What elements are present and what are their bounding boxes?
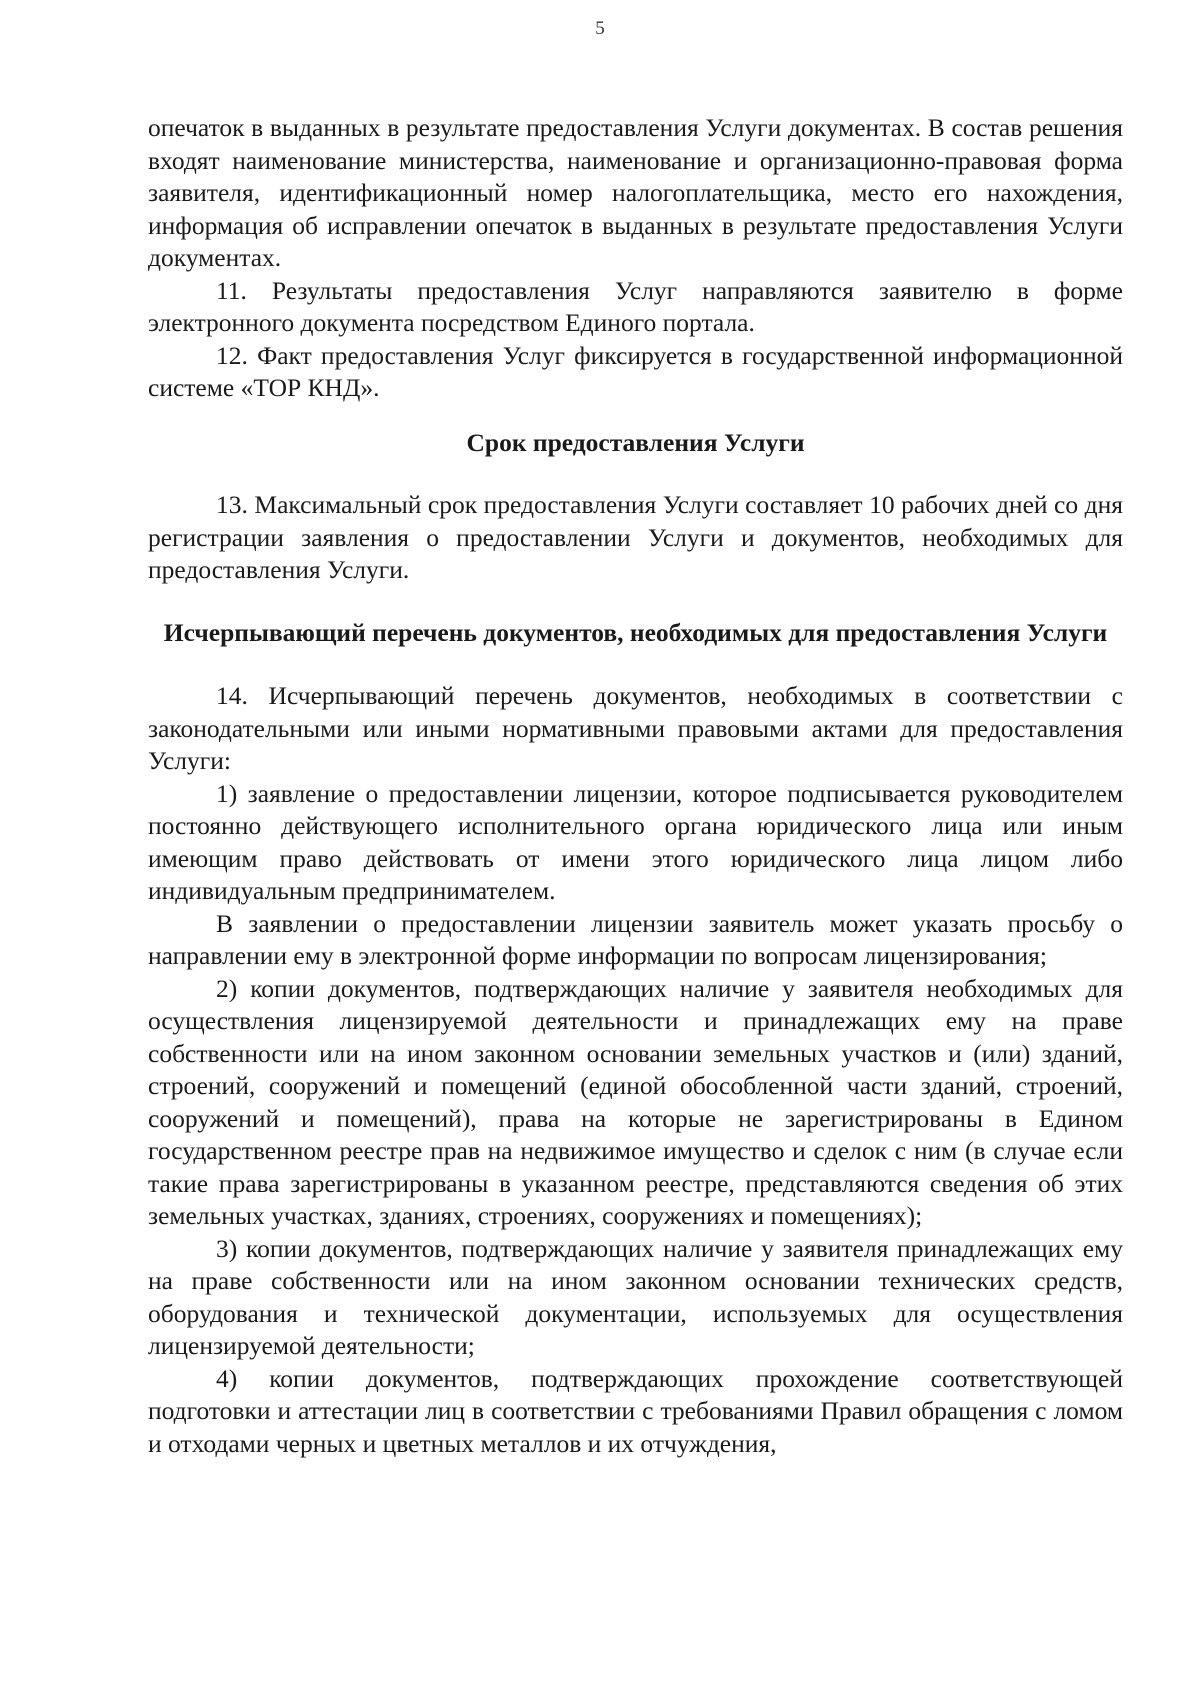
list-item-3: 3) копии документов, подтверждающих наличие у заявителя принадлежащих ему на праве собственности или на ином законном основании технических средств, оборудования и технической документации, используемых для осуществления лицензируемой деятельности;	[148, 1233, 1123, 1360]
list-item-4: 4) копии документов, подтверждающих прохождение соответствующей подготовки и аттестации лиц в соответствии с требованиями Правил обращения с ломом и отходами черных и цветных металлов и их отчуждения,	[148, 1363, 1123, 1458]
paragraph-continuation: опечаток в выданных в результате предоставления Услуги документах. В состав решения входят наименование министерства, наименование и организационно-правовая форма заявителя, идентификационный номер налогоплательщика, место его нахождения, информация об исправлении опечаток в выданных в результате предоставления Услуги документах.	[148, 113, 1123, 272]
paragraph-14: 14. Исчерпывающий перечень документов, необходимых в соответствии с законодательными или иными нормативными правовыми актами для предоставления Услуги:	[148, 681, 1123, 775]
list-item-1-note: В заявлении о предоставлении лицензии заявитель может указать просьбу о направлении ему в электронной форме информации по вопросам лицензирования;	[148, 908, 1123, 970]
paragraph-13: 13. Максимальный срок предоставления Услуги составляет 10 рабочих дней со дня регистрации заявления о предоставлении Услуги и документов, необходимых для предоставления Услуги.	[148, 490, 1123, 584]
list-item-2: 2) копии документов, подтверждающих наличие у заявителя необходимых для осуществления лицензируемой деятельности и принадлежащих ему на праве собственности или на ином законном основании земельных участков и (или) зданий, строений, сооружений и помещений (единой обособленной части зданий, строений, сооружений и помещений), права на которые не зарегистрированы в Едином государственном реестре прав на недвижимое имущество и сделок с ним (в случае если такие права зарегистрированы в указанном реестре, представляются сведения об этих земельных участках, зданиях, строениях, сооружениях и помещениях);	[148, 973, 1123, 1230]
paragraph-12: 12. Факт предоставления Услуг фиксируется в государственной информационной системе «ТОР КНД».	[148, 340, 1123, 402]
paragraph-11: 11. Результаты предоставления Услуг направляются заявителю в форме электронного документа посредством Единого портала.	[148, 275, 1123, 337]
document-body	[148, 112, 1123, 1460]
list-item-1: 1) заявление о предоставлении лицензии, которое подписывается руководителем постоянно действующего исполнительного органа юридического лица или иным имеющим право действовать от имени этого юридического лица лицом либо индивидуальным предпринимателем.	[148, 778, 1123, 905]
page-number: 5	[595, 18, 605, 39]
section-heading-term: Срок предоставления Услуги	[466, 427, 805, 457]
section-heading-documents: Исчерпывающий перечень документов, необходимых для предоставления Услуги	[163, 617, 1108, 647]
